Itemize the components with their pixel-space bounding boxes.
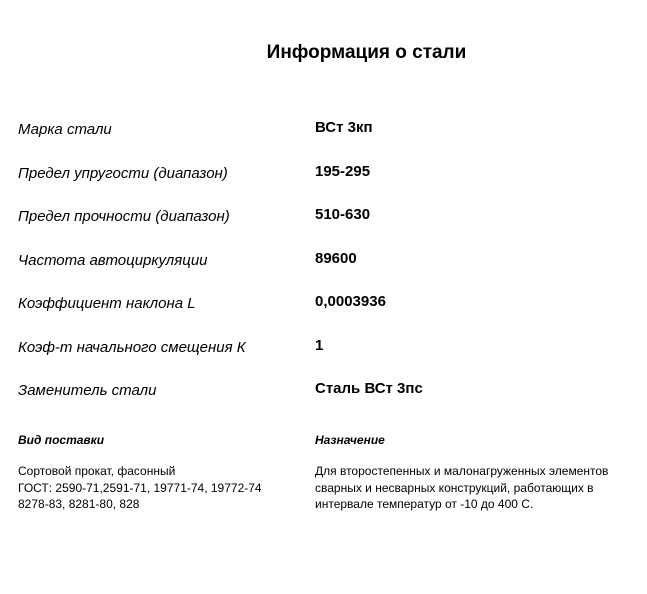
property-label: Марка стали xyxy=(18,121,112,138)
supply-line: Сортовой прокат, фасонный xyxy=(18,464,176,478)
property-row-elastic-limit xyxy=(18,161,628,205)
supply-heading: Вид поставки xyxy=(18,433,105,447)
purpose-line: Для второстепенных и малонагруженных элементов xyxy=(315,464,609,478)
purpose-section xyxy=(315,433,635,513)
property-row-offset xyxy=(18,335,628,379)
property-label: Коэф-т начального смещения К xyxy=(18,338,246,356)
property-value: 510-630 xyxy=(315,206,371,223)
purpose-heading: Назначение xyxy=(315,433,385,447)
supply-line: ГОСТ: 2590-71,2591-71, 19771-74, 19772-74 xyxy=(18,480,262,495)
purpose-line: интервале температур от -10 до 400 С. xyxy=(315,497,534,511)
property-row-grade xyxy=(18,117,628,161)
properties-list xyxy=(18,117,628,422)
property-value: ВСт 3кп xyxy=(315,119,373,136)
purpose-text xyxy=(315,463,635,513)
purpose-line: сварных и несварных конструкций, работающих в xyxy=(315,480,594,495)
property-label: Коэффициент наклона L xyxy=(18,295,196,312)
property-row-autocirculation xyxy=(18,248,628,292)
property-value: 1 xyxy=(315,336,324,354)
property-row-slope xyxy=(18,291,628,335)
property-label: Частота автоциркуляции xyxy=(18,251,208,269)
property-label: Предел упругости (диапазон) xyxy=(18,164,228,182)
property-row-tensile-strength xyxy=(18,204,628,248)
page-title: Информация о стали xyxy=(266,42,467,63)
supply-text xyxy=(18,463,293,513)
supply-line: 8278-83, 8281-80, 828 xyxy=(18,497,140,511)
property-value: 0,0003936 xyxy=(315,293,386,310)
property-label: Заменитель стали xyxy=(18,382,157,399)
property-label: Предел прочности (диапазон) xyxy=(18,208,230,225)
property-row-substitute xyxy=(18,378,628,422)
supply-section xyxy=(18,433,293,513)
property-value: Сталь ВСт 3пс xyxy=(315,380,423,397)
property-value: 89600 xyxy=(315,249,357,267)
property-value: 195-295 xyxy=(315,162,371,180)
